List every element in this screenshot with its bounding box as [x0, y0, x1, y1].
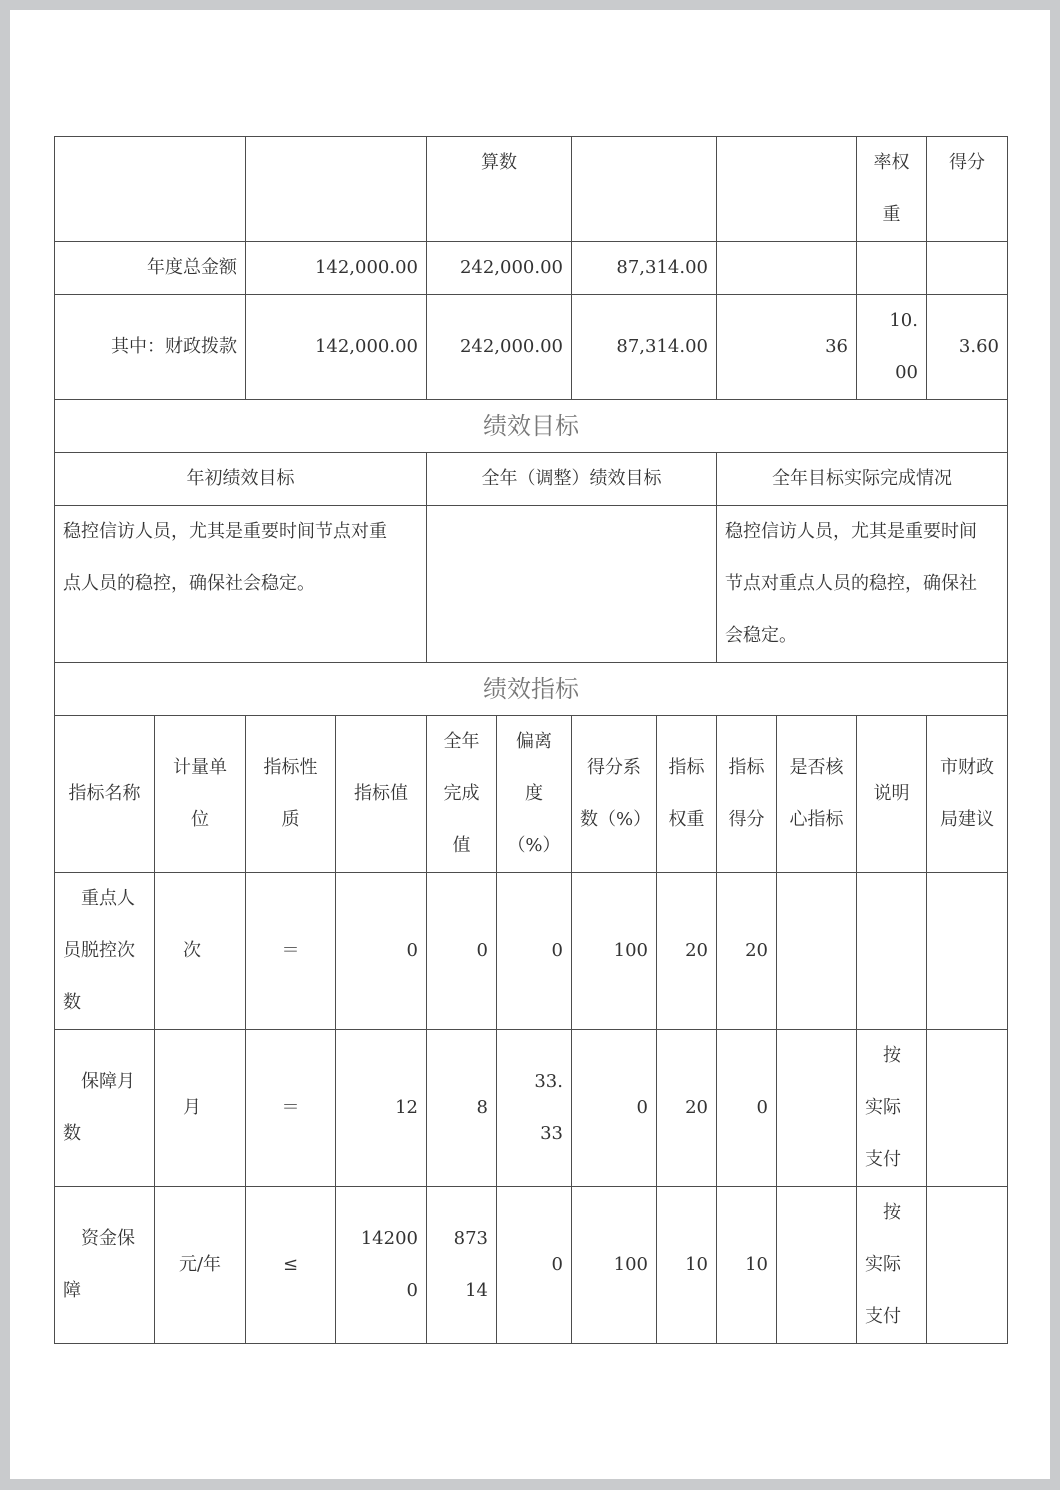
- indicator-target-line: 0: [406, 1280, 418, 1301]
- indicator-header-line: 度（%）: [507, 783, 561, 856]
- indicator-row: [55, 1030, 1008, 1187]
- goals-actual-line: 会稳定。: [725, 625, 797, 646]
- goals-actual-line: 稳控信访人员，尤其是重要时间: [725, 521, 977, 542]
- indicators-section-title: 绩效指标: [55, 663, 1008, 716]
- indicator-row: [55, 873, 1008, 1030]
- goals-adjusted-text: [427, 506, 717, 663]
- indicator-header-line: 得分系: [587, 757, 641, 778]
- goals-initial-text: [55, 506, 427, 663]
- indicator-header-cell: [857, 716, 927, 873]
- indicator-weight: 20: [657, 873, 717, 1030]
- indicator-unit: 月: [155, 1030, 246, 1187]
- budget-row-weight-top: 10.: [889, 310, 918, 331]
- indicator-header-line: 数（%）: [580, 809, 652, 830]
- budget-row-rate: [717, 242, 857, 295]
- indicator-header-cell: [55, 716, 155, 873]
- indicator-suggest: [927, 1030, 1008, 1187]
- indicator-target-line: 14200: [360, 1228, 418, 1249]
- indicator-note-line: 实际: [865, 1097, 901, 1118]
- budget-header-score-cell: 得分: [927, 137, 1008, 242]
- indicator-core: [777, 1030, 857, 1187]
- indicator-target: [336, 1030, 427, 1187]
- indicator-note: [857, 1030, 927, 1187]
- indicator-deviation-line: 0: [551, 940, 563, 961]
- indicator-name-line: 保障月: [81, 1071, 135, 1092]
- indicator-target: [336, 873, 427, 1030]
- indicator-header-line: 指标性: [263, 757, 318, 778]
- indicator-header-cell: [572, 716, 657, 873]
- budget-header-executed-cell: [572, 137, 717, 242]
- indicator-note-line: 实际: [865, 1254, 901, 1275]
- indicator-note: [857, 873, 927, 1030]
- indicator-header-cell: [497, 716, 572, 873]
- indicator-deviation: [497, 1187, 572, 1344]
- indicator-name: [55, 873, 155, 1030]
- indicator-name-line: 障: [63, 1280, 81, 1301]
- indicator-target-line: 0: [406, 940, 418, 961]
- budget-header-initial-cell: [246, 137, 427, 242]
- indicator-header-cell: [155, 716, 246, 873]
- indicator-header-line: 偏离: [516, 731, 552, 752]
- indicator-note-line: 按: [883, 1202, 901, 1223]
- indicator-header-line: 局建议: [940, 809, 994, 830]
- budget-row-weight: [857, 295, 927, 400]
- indicator-name: [55, 1187, 155, 1344]
- indicator-actual: [427, 873, 497, 1030]
- budget-row-weight: [857, 242, 927, 295]
- indicator-name-line: 数: [63, 1123, 81, 1144]
- indicator-score: 10: [717, 1187, 777, 1344]
- indicator-header-cell: [657, 716, 717, 873]
- goals-header-actual: 全年目标实际完成情况: [717, 453, 1008, 506]
- indicator-name-line: 员脱控次: [63, 940, 135, 961]
- indicator-deviation: [497, 873, 572, 1030]
- indicator-header-cell: [777, 716, 857, 873]
- budget-row-rate: 36: [717, 295, 857, 400]
- budget-header-rate-cell: [717, 137, 857, 242]
- indicator-note-line: 按: [883, 1045, 901, 1066]
- indicator-target: [336, 1187, 427, 1344]
- indicator-actual: [427, 1187, 497, 1344]
- indicator-deviation: [497, 1030, 572, 1187]
- budget-total-row: [55, 242, 1008, 295]
- indicator-score: 0: [717, 1030, 777, 1187]
- indicator-unit: 元/年: [155, 1187, 246, 1344]
- document-page: [10, 10, 1050, 1479]
- budget-header-row: [55, 137, 1008, 242]
- indicator-header-line: 指标: [728, 757, 765, 778]
- indicator-header-cell: [246, 716, 336, 873]
- indicator-header-line: 全年: [443, 731, 480, 752]
- indicator-header-cell: [717, 716, 777, 873]
- performance-table: [54, 136, 1008, 1344]
- indicator-deviation-line: 33.: [534, 1071, 563, 1092]
- indicator-header-line: 心指标: [789, 809, 844, 830]
- budget-row-initial: 142,000.00: [246, 295, 427, 400]
- goals-content-row: [55, 506, 1008, 663]
- indicator-header-line: 指标: [668, 757, 705, 778]
- indicator-note: [857, 1187, 927, 1344]
- goals-actual-line: 节点对重点人员的稳控，确保社: [725, 573, 977, 594]
- indicator-deviation-line: 0: [551, 1254, 563, 1275]
- indicator-nature: ＝: [246, 873, 336, 1030]
- indicator-suggest: [927, 1187, 1008, 1344]
- budget-header-weight-cell: [857, 137, 927, 242]
- indicator-header-line: 质: [281, 809, 300, 830]
- indicator-weight: 20: [657, 1030, 717, 1187]
- indicators-header-row: [55, 716, 1008, 873]
- indicator-header-cell: [927, 716, 1008, 873]
- goals-section-title: 绩效目标: [55, 400, 1008, 453]
- indicator-header-line: 指标值: [354, 783, 408, 804]
- indicator-coef: 100: [572, 1187, 657, 1344]
- indicator-actual: [427, 1030, 497, 1187]
- budget-row-label: 年度总金额: [55, 242, 246, 295]
- budget-row-label: 其中：财政拨款: [55, 295, 246, 400]
- budget-row-score: [927, 242, 1008, 295]
- indicator-name-line: 数: [63, 992, 81, 1013]
- indicator-nature: ＝: [246, 1030, 336, 1187]
- goals-header-adjusted: 全年（调整）绩效目标: [427, 453, 717, 506]
- goals-header-initial: 年初绩效目标: [55, 453, 427, 506]
- indicator-header-line: 说明: [873, 783, 910, 804]
- indicator-header-line: 权重: [668, 809, 705, 830]
- indicator-header-line: 完成: [443, 783, 480, 804]
- indicator-header-line: 市财政: [940, 757, 994, 778]
- goals-initial-line: 点人员的稳控，确保社会稳定。: [63, 573, 315, 594]
- goals-section-row: [55, 400, 1008, 453]
- indicator-deviation-line: 33: [540, 1123, 563, 1144]
- budget-header-weight-bottom: 重: [882, 204, 901, 225]
- indicator-row: [55, 1187, 1008, 1344]
- indicator-actual-line: 14: [465, 1280, 488, 1301]
- indicator-name-line: 重点人: [81, 888, 135, 909]
- indicators-section-row: [55, 663, 1008, 716]
- indicator-header-line: 计量单: [173, 757, 227, 778]
- indicator-name: [55, 1030, 155, 1187]
- indicator-actual-line: 8: [476, 1097, 488, 1118]
- budget-row-executed: 87,314.00: [572, 242, 717, 295]
- budget-row-executed: 87,314.00: [572, 295, 717, 400]
- budget-row-adjusted: 242,000.00: [427, 242, 572, 295]
- indicator-header-line: 值: [452, 835, 471, 856]
- indicator-header-line: 位: [191, 809, 209, 830]
- budget-header-weight-top: 率权: [873, 152, 910, 173]
- indicator-coef: 100: [572, 873, 657, 1030]
- indicator-target-line: 12: [395, 1097, 418, 1118]
- budget-row-weight-bottom: 00: [895, 362, 918, 383]
- indicator-name-line: 资金保: [81, 1228, 135, 1249]
- indicator-note-line: 支付: [865, 1306, 901, 1327]
- budget-header-adjusted-cell: 算数: [427, 137, 572, 242]
- indicator-core: [777, 1187, 857, 1344]
- indicator-weight: 10: [657, 1187, 717, 1344]
- indicator-actual-line: 873: [453, 1228, 488, 1249]
- budget-row-adjusted: 242,000.00: [427, 295, 572, 400]
- budget-row-initial: 142,000.00: [246, 242, 427, 295]
- indicator-header-line: 指标名称: [68, 783, 141, 804]
- indicator-score: 20: [717, 873, 777, 1030]
- indicator-coef: 0: [572, 1030, 657, 1187]
- indicator-core: [777, 873, 857, 1030]
- budget-fiscal-row: [55, 295, 1008, 400]
- indicator-header-line: 得分: [728, 809, 765, 830]
- indicator-note-line: 支付: [865, 1149, 901, 1170]
- goals-header-row: [55, 453, 1008, 506]
- indicator-unit: 次: [155, 873, 246, 1030]
- indicator-suggest: [927, 873, 1008, 1030]
- indicator-nature: ≤: [246, 1187, 336, 1344]
- indicator-header-cell: [427, 716, 497, 873]
- indicator-actual-line: 0: [476, 940, 488, 961]
- budget-header-label-cell: [55, 137, 246, 242]
- indicator-header-line: 是否核: [789, 757, 844, 778]
- budget-row-score: 3.60: [927, 295, 1008, 400]
- goals-actual-text: [717, 506, 1008, 663]
- goals-initial-line: 稳控信访人员，尤其是重要时间节点对重: [63, 521, 387, 542]
- indicator-header-cell: [336, 716, 427, 873]
